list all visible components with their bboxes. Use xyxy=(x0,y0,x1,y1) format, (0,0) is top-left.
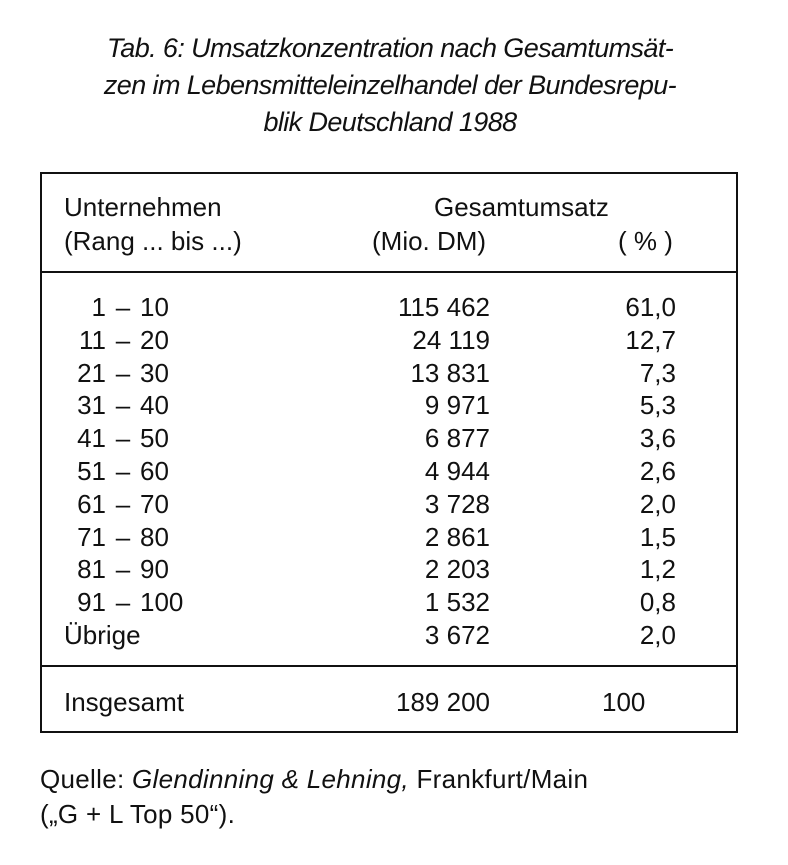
revenue-percent: 12,7 xyxy=(625,324,676,355)
source-note xyxy=(40,762,740,832)
rank-from: 71 xyxy=(77,521,106,552)
rank-dash: – xyxy=(115,455,131,486)
total-label: Insgesamt xyxy=(64,687,184,717)
total-percent: 100 xyxy=(602,687,646,717)
rank-from: 1 xyxy=(91,292,106,322)
rank-to: 30 xyxy=(140,357,169,388)
rank-to: 50 xyxy=(140,423,169,454)
revenue-percent: 3,6 xyxy=(639,423,676,454)
caption-line-3: blik Deutschland 1988 xyxy=(263,107,517,137)
rank-from: 61 xyxy=(77,488,106,519)
header-total-revenue: Gesamtumsatz xyxy=(434,192,609,222)
header-company: Unternehmen xyxy=(64,192,222,222)
rank-to: 90 xyxy=(140,554,169,585)
rank-dash: – xyxy=(115,554,131,585)
revenue-percent: 1,5 xyxy=(639,521,676,552)
rank-range xyxy=(64,291,169,323)
table-row xyxy=(42,521,736,554)
rank-to: 40 xyxy=(140,390,169,421)
rank-from: 11 xyxy=(79,324,106,355)
header-divider xyxy=(42,271,736,273)
rank-dash: – xyxy=(115,292,131,322)
rank-from: 21 xyxy=(77,357,106,388)
rank-range xyxy=(64,586,183,618)
source-prefix: Quelle: xyxy=(40,764,133,794)
rank-dash: – xyxy=(115,357,131,388)
revenue-mio: 6 877 xyxy=(424,423,490,454)
rank-from: 31 xyxy=(77,390,106,421)
table-row xyxy=(42,455,736,488)
rank-to: 100 xyxy=(140,587,184,618)
table-row xyxy=(42,586,736,619)
revenue-mio: 115 462 xyxy=(397,292,490,322)
rank-range xyxy=(64,488,169,520)
revenue-percent: 2,0 xyxy=(639,619,676,650)
rank-from: 91 xyxy=(77,587,106,618)
revenue-mio: 2 861 xyxy=(424,521,490,552)
revenue-mio: 24 119 xyxy=(412,324,490,355)
rank-range xyxy=(64,521,169,553)
header-company-range: (Rang ... bis ...) xyxy=(64,226,242,256)
revenue-mio: 13 831 xyxy=(410,357,490,388)
rank-dash: – xyxy=(115,390,131,421)
header-percent: ( % ) xyxy=(618,226,673,256)
revenue-percent: 2,0 xyxy=(639,488,676,519)
table-row xyxy=(42,291,736,324)
rank-range xyxy=(64,357,169,389)
rank-dash: – xyxy=(115,324,131,355)
table-row xyxy=(42,389,736,422)
table-row-other xyxy=(42,619,736,652)
revenue-percent: 61,0 xyxy=(625,292,676,322)
rank-to: 20 xyxy=(140,324,169,355)
rank-range xyxy=(64,553,169,585)
table-row xyxy=(42,553,736,586)
source-publication: („G + L Top 50“). xyxy=(40,799,236,829)
total-mio: 189 200 xyxy=(396,687,490,717)
revenue-percent: 5,3 xyxy=(639,390,676,421)
revenue-mio: 1 532 xyxy=(424,587,490,618)
rank-dash: – xyxy=(115,521,131,552)
table-row xyxy=(42,324,736,357)
revenue-mio: 9 971 xyxy=(424,390,490,421)
source-authors: Glendinning & Lehning, xyxy=(132,764,409,794)
header-mio-dm: (Mio. DM) xyxy=(372,226,487,256)
revenue-mio: 2 203 xyxy=(424,554,490,585)
revenue-mio: 3 672 xyxy=(424,619,490,650)
revenue-percent: 0,8 xyxy=(639,587,676,618)
rank-from: 81 xyxy=(77,554,106,585)
revenue-percent: 1,2 xyxy=(639,554,676,585)
table-row xyxy=(42,357,736,390)
rank-range xyxy=(64,422,169,454)
caption-line-2: zen im Lebensmitteleinzelhandel der Bundesrepu- xyxy=(103,70,677,100)
rank-dash: – xyxy=(115,423,131,454)
table-caption xyxy=(40,30,740,141)
table-body xyxy=(42,291,736,652)
rank-to: 10 xyxy=(140,292,169,322)
total-divider xyxy=(42,665,736,667)
rank-dash: – xyxy=(115,488,131,519)
rank-from: 51 xyxy=(77,455,106,486)
source-location: Frankfurt/Main xyxy=(408,764,589,794)
revenue-mio: 4 944 xyxy=(424,455,490,486)
rank-from: 41 xyxy=(77,423,106,454)
rank-to: 70 xyxy=(140,488,169,519)
revenue-percent: 7,3 xyxy=(639,357,676,388)
revenue-table xyxy=(40,172,738,733)
rank-range xyxy=(64,455,169,487)
table-row xyxy=(42,488,736,521)
rank-to: 80 xyxy=(140,521,169,552)
rank-to: 60 xyxy=(140,455,169,486)
revenue-mio: 3 728 xyxy=(424,488,490,519)
rank-dash: – xyxy=(115,587,131,618)
other-label: Übrige xyxy=(64,619,141,650)
table-row xyxy=(42,422,736,455)
rank-range xyxy=(64,324,169,356)
caption-line-1: Tab. 6: Umsatzkonzentration nach Gesamtumsät- xyxy=(106,33,674,63)
revenue-percent: 2,6 xyxy=(639,455,676,486)
rank-range xyxy=(64,389,169,421)
